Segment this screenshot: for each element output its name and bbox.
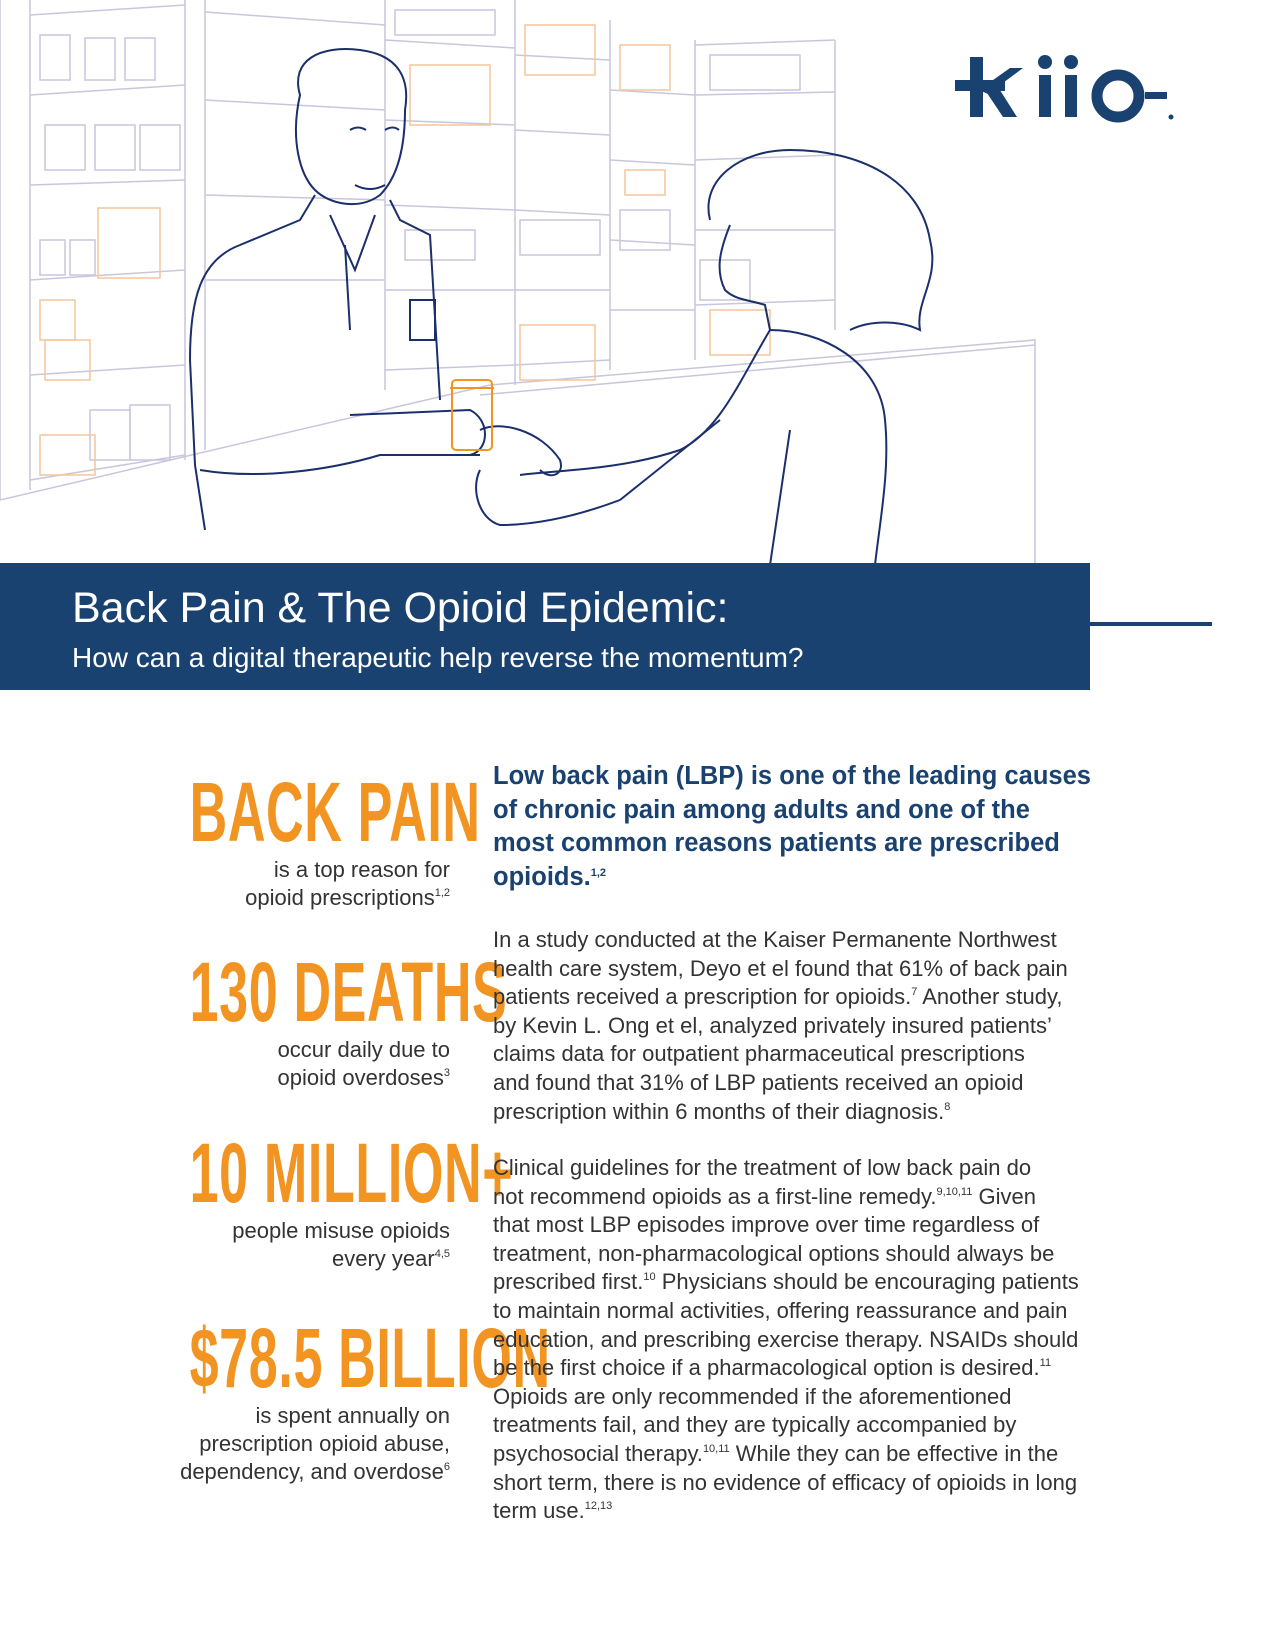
stat-back-pain [30, 765, 481, 912]
text-line [493, 827, 1153, 861]
text-segment: is a top reason for [273, 857, 450, 882]
stat-caption [30, 1402, 450, 1486]
text-segment: Physicians should be encouraging patients [655, 1269, 1079, 1295]
stat-caption [30, 856, 450, 912]
text-line [493, 1297, 1173, 1326]
text-line [493, 1326, 1173, 1355]
text-segment: dependency, and overdose [180, 1459, 444, 1484]
text-segment: opioids. [493, 862, 591, 891]
text-segment: that most LBP episodes improve over time regardless of [493, 1212, 1040, 1238]
stat-headline: $78.5 BILLION [189, 1311, 551, 1405]
text-line [30, 1245, 450, 1273]
text-line [30, 1430, 450, 1458]
citation-superscript: 11 [1039, 1357, 1052, 1370]
text-segment: and found that 31% of LBP patients received an opioid [493, 1069, 1024, 1095]
page-subtitle: How can a digital therapeutic help reverse the momentum? [72, 642, 804, 673]
text-segment: treatment, non-pharmacological options should always be [493, 1240, 1055, 1266]
citation-superscript: 12,13 [584, 1500, 613, 1513]
text-line [493, 1440, 1173, 1469]
text-line [493, 1268, 1173, 1297]
text-line [493, 1211, 1173, 1240]
stat-caption [30, 1036, 450, 1092]
citation-superscript: 10,11 [702, 1442, 730, 1455]
stat-deaths [30, 945, 508, 1092]
text-line [493, 1354, 1173, 1383]
text-segment: most common reasons patients are prescribed [493, 829, 1060, 857]
text-segment: patients received a prescription for opioids. [493, 984, 912, 1010]
text-segment: opioid overdoses [277, 1065, 444, 1090]
lead-statement [493, 760, 1153, 894]
text-line [493, 955, 1173, 984]
text-line [493, 926, 1173, 955]
text-line [493, 861, 1153, 895]
body-paragraph-studies [493, 926, 1173, 1126]
text-segment: be the first choice if a pharmacological option is desired. [493, 1355, 1040, 1381]
stat-headline: BACK PAIN [189, 765, 481, 859]
text-line [493, 1069, 1173, 1098]
text-segment: Opioids are only recommended if the aforementioned [493, 1383, 1012, 1409]
text-segment: by Kevin L. Ong et el, analyzed privately insured patients’ [493, 1012, 1052, 1038]
text-line [493, 1383, 1173, 1412]
text-segment: to maintain normal activities, offering reassurance and pain [493, 1297, 1068, 1323]
text-segment: psychosocial therapy. [493, 1440, 703, 1466]
citation-superscript: 3 [443, 1067, 450, 1079]
text-segment: health care system, Deyo et el found that 61% of back pain [493, 955, 1068, 981]
text-segment: treatments fail, and they are typically accompanied by [493, 1412, 1017, 1438]
citation-superscript: 1,2 [434, 887, 450, 899]
text-segment: is spent annually on [255, 1403, 450, 1428]
banner-accent-line [1090, 622, 1212, 626]
text-segment: Given [972, 1183, 1036, 1209]
text-segment: short term, there is no evidence of efficacy of opioids in long [493, 1469, 1078, 1495]
text-line [493, 794, 1153, 828]
text-segment: education, and prescribing exercise therapy. NSAIDs should [493, 1326, 1079, 1352]
text-segment: While they can be effective in the [729, 1440, 1059, 1466]
citation-superscript: 6 [443, 1461, 450, 1473]
text-line [30, 1402, 450, 1430]
text-line [493, 1154, 1173, 1183]
citation-superscript: 4,5 [434, 1248, 450, 1260]
text-line [30, 1458, 450, 1486]
text-line [493, 1497, 1173, 1526]
text-segment: prescription within 6 months of their diagnosis. [493, 1098, 945, 1124]
text-line [493, 1098, 1173, 1127]
citation-superscript: 10 [643, 1271, 656, 1284]
text-line [493, 1411, 1173, 1440]
text-segment: Another study, [917, 984, 1063, 1010]
citation-superscript: 9,10,11 [936, 1185, 973, 1198]
text-segment: claims data for outpatient pharmaceutical prescriptions [493, 1041, 1025, 1067]
text-segment: prescribed first. [493, 1269, 644, 1295]
body-paragraph-guidelines [493, 1154, 1173, 1526]
text-line [30, 1036, 450, 1064]
text-line [493, 760, 1153, 794]
text-line [30, 1217, 450, 1245]
text-line [493, 1469, 1173, 1498]
text-line [30, 1064, 450, 1092]
stat-headline: 130 DEATHS [189, 945, 508, 1039]
stat-cost [30, 1311, 551, 1486]
stat-misuse [30, 1126, 514, 1273]
text-segment: people misuse opioids [232, 1218, 450, 1243]
text-line [493, 1183, 1173, 1212]
citation-superscript: 8 [944, 1100, 951, 1113]
text-segment: of chronic pain among adults and one of the [493, 795, 1030, 824]
text-line [30, 856, 450, 884]
text-segment: not recommend opioids as a first-line remedy. [493, 1183, 937, 1209]
citation-superscript: 7 [911, 986, 918, 999]
text-segment: prescription opioid abuse, [199, 1431, 450, 1456]
text-segment: Clinical guidelines for the treatment of low back pain do [493, 1155, 1032, 1180]
text-line [493, 1012, 1173, 1041]
text-segment: occur daily due to [277, 1037, 450, 1062]
kiio-logo [955, 40, 1175, 130]
citation-superscript: 1,2 [590, 866, 607, 879]
stat-caption [30, 1217, 450, 1273]
text-line [493, 1040, 1173, 1069]
stat-headline: 10 MILLION+ [189, 1126, 514, 1220]
text-line [493, 983, 1173, 1012]
text-segment: In a study conducted at the Kaiser Permanente Northwest [493, 927, 1057, 952]
page-title: Back Pain & The Opioid Epidemic: [72, 584, 729, 632]
text-line [30, 884, 450, 912]
text-segment: term use. [493, 1498, 585, 1524]
text-segment: opioid prescriptions [245, 885, 435, 910]
text-segment: Low back pain (LBP) is one of the leading causes [493, 762, 1091, 790]
text-segment: every year [331, 1246, 435, 1271]
text-line [493, 1240, 1173, 1269]
